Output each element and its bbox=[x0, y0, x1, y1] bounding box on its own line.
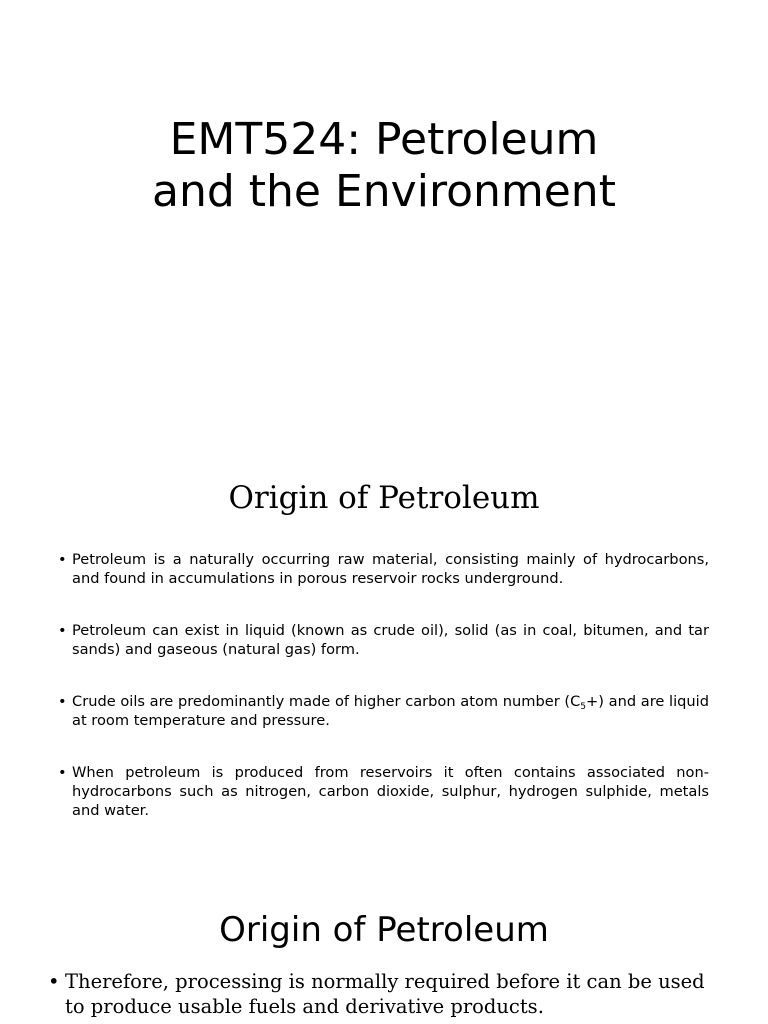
bullet-item bbox=[56, 550, 709, 588]
slide-title: Origin of Petroleum bbox=[228, 480, 540, 516]
bullet-icon: • bbox=[58, 693, 67, 710]
bullet-text: When petroleum is produced from reservoirs it often contains associated non-hydrocarbons such as nitrogen, carbon dioxide, sulphur, hydrogen sulphide, metals and water. bbox=[72, 764, 709, 819]
bullet-icon: • bbox=[58, 622, 67, 639]
bullet-icon: • bbox=[58, 551, 67, 568]
bullet-text: Petroleum is a naturally occurring raw material, consisting mainly of hydrocarbons, and found in accumulations in porous reservoir rocks underground. bbox=[72, 551, 709, 587]
bullet-item bbox=[56, 621, 709, 659]
bullet-item bbox=[48, 969, 728, 1019]
bullet-icon: • bbox=[58, 764, 67, 781]
bullet-list bbox=[48, 969, 728, 1019]
bullet-icon: • bbox=[48, 970, 60, 993]
slide-title: Origin of Petroleum bbox=[219, 910, 549, 950]
title-line-2: and the Environment bbox=[152, 166, 616, 217]
bullet-text: Petroleum can exist in liquid (known as crude oil), solid (as in coal, bitumen, and tar sands) and gaseous (natural gas) form. bbox=[72, 622, 709, 658]
bullet-text-before: Crude oils are predominantly made of higher carbon atom number (C bbox=[72, 693, 581, 710]
presentation-title bbox=[0, 114, 768, 218]
bullet-text-after: +) and are liquid at room temperature and pressure. bbox=[72, 693, 709, 729]
carbon-subscript: 5 bbox=[580, 702, 587, 712]
slide-origin-of-petroleum bbox=[0, 440, 768, 880]
title-line-1: EMT524: Petroleum bbox=[169, 114, 599, 165]
slide-title bbox=[0, 0, 768, 440]
bullet-list bbox=[56, 550, 709, 830]
slide-origin-of-petroleum-continued bbox=[0, 880, 768, 1024]
bullet-item bbox=[56, 763, 709, 820]
bullet-item bbox=[56, 692, 709, 730]
bullet-text: Therefore, processing is normally required before it can be used to produce usable fuels and derivative products. bbox=[65, 970, 705, 1018]
